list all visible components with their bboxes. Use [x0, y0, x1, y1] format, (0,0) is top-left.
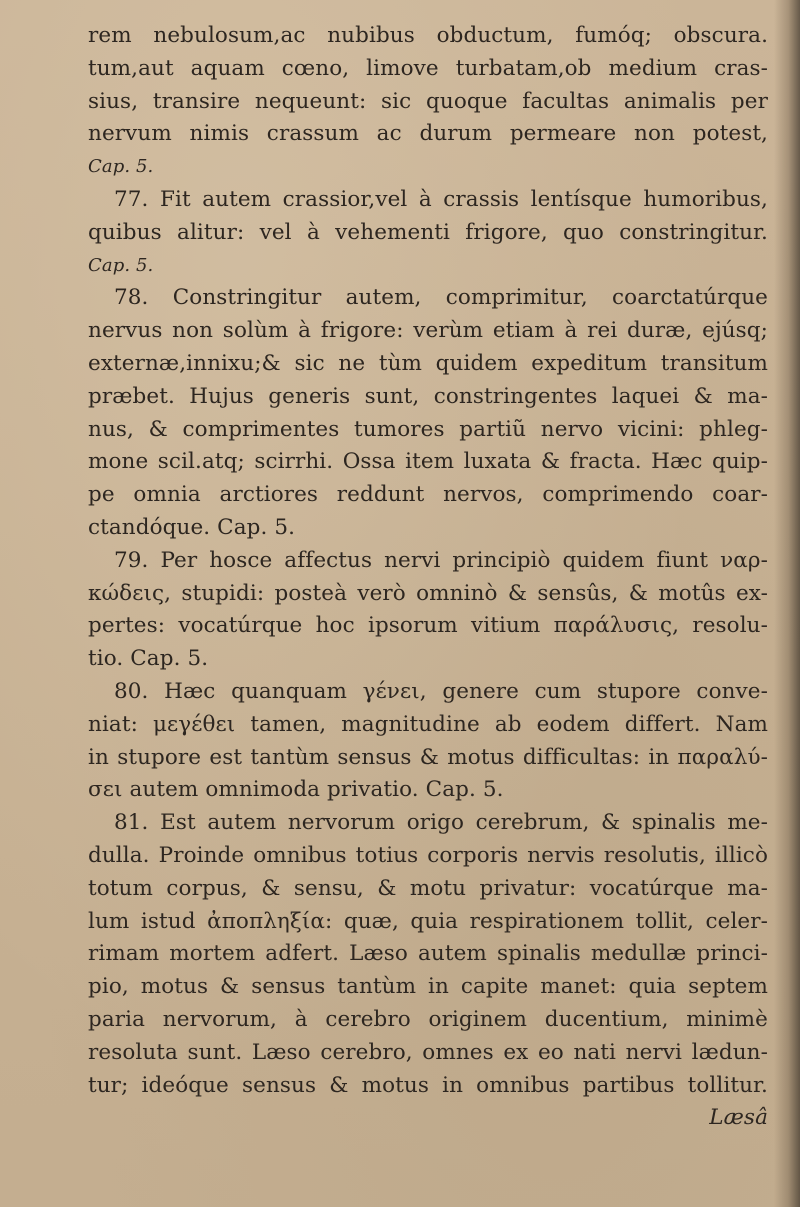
text-line: ctandóque. Cap. 5. [88, 514, 296, 540]
paragraph-77-line: 77. Fit autem crassior,vel à crassis lentísque humoribus, [114, 186, 768, 212]
text-line: nus, & comprimentes tumores partiũ nervo vicini: phleg- [88, 416, 768, 442]
text-line: nervum nimis crassum ac durum permeare non potest, [88, 121, 768, 147]
text-line: resoluta sunt. Læso cerebro, omnes ex eo nati nervi lædun- [88, 1039, 768, 1065]
text-line: mone scil.atq; scirrhi. Ossa item luxata & fracta. Hæc quip- [88, 449, 768, 475]
text-line: rem nebulosum,ac nubibus obductum, fumóq; obscura. [88, 23, 768, 48]
text-line: rimam mortem adfert. Læso autem spinalis medullæ princi- [88, 941, 768, 967]
text-line: in stupore est tantùm sensus & motus difficultas: in παραλύ- [88, 744, 768, 770]
text-line: κώδεις, stupidi: posteà verò omninò & sensûs, & motûs ex- [88, 580, 768, 606]
paragraph-81-line: 81. Est autem nervorum origo cerebrum, & spinalis me- [114, 810, 768, 836]
chapter-reference: Cap. 5. [88, 156, 154, 178]
paragraph-78-line: 78. Constringitur autem, comprimitur, coarctatúrque [114, 285, 768, 311]
text-line: externæ,innixu;& sic ne tùm quidem expeditum transitum [88, 350, 768, 376]
text-line: præbet. Hujus generis sunt, constringentes laquei & ma- [88, 383, 768, 409]
text-line: pertes: vocatúrque hoc ipsorum vitium παράλυσις, resolu- [88, 613, 768, 639]
text-line: tur; ideóque sensus & motus in omnibus partibus tollitur. [88, 1072, 768, 1098]
text-line: quibus alitur: vel à vehementi frigore, quo constringitur. [88, 219, 768, 245]
text-line: lum istud ἀποπληξία: quæ, quia respirationem tollit, celer- [88, 908, 768, 934]
paragraph-80-line: 80. Hæc quanquam γένει, genere cum stupore conve- [114, 678, 768, 704]
text-line: paria nervorum, à cerebro originem ducentium, minimè [88, 1006, 768, 1032]
text-line: tio. Cap. 5. [88, 646, 209, 672]
catchword: Læsâ [709, 1105, 768, 1131]
text-line: sius, transire nequeunt: sic quoque facultas animalis per [88, 88, 768, 114]
text-line: pio, motus & sensus tantùm in capite manet: quia septem [88, 974, 768, 1000]
chapter-reference: Cap. 5. [88, 254, 154, 276]
text-line: tum,aut aquam cœno, limove turbatam,ob medium cras- [88, 55, 768, 81]
page-text [88, 20, 768, 1135]
text-line: totum corpus, & sensu, & motu privatur: vocatúrque ma- [88, 875, 768, 901]
page-edge-shadow [774, 0, 800, 1207]
paragraph-79-line: 79. Per hosce affectus nervi principiò quidem fiunt ναρ- [114, 547, 768, 573]
text-line: σει autem omnimoda privatio. Cap. 5. [88, 777, 504, 803]
text-line: pe omnia arctiores reddunt nervos, comprimendo coar- [88, 482, 768, 508]
text-line: nervus non solùm à frigore: verùm etiam à rei duræ, ejúsq; [88, 318, 768, 344]
text-line: dulla. Proinde omnibus totius corporis nervis resolutis, illicò [88, 842, 768, 868]
text-line: niat: μεγέθει tamen, magnitudine ab eodem differt. Nam [88, 711, 768, 737]
